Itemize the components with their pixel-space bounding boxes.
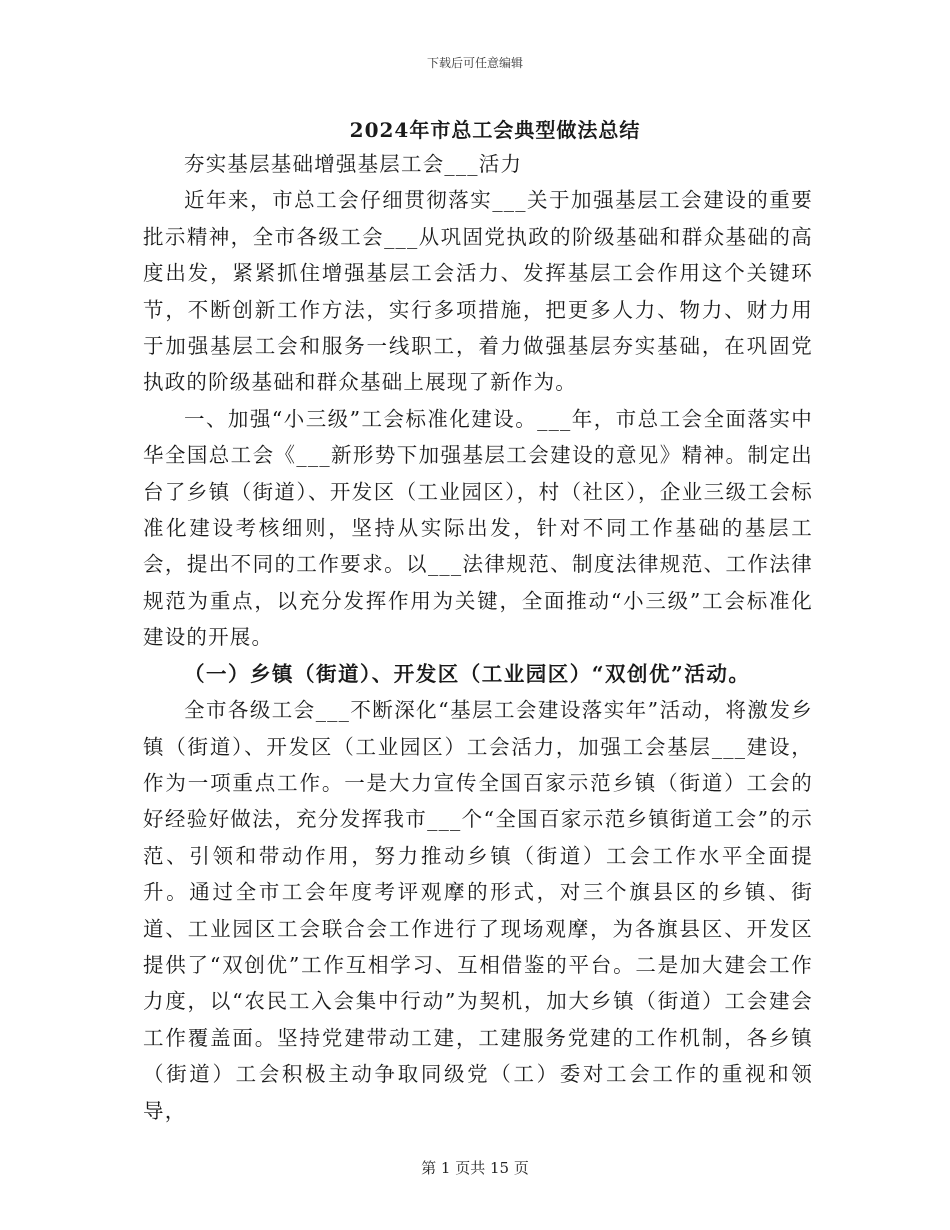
paragraph-section-body: 全市各级工会___不断深化“基层工会建设落实年”活动，将激发乡镇（街道）、开发区（工业园区）工会活力，加强工会基层___建设，作为一项重点工作。一是大力宣传全国百家示范乡镇（街道）工会的好经验好做法，充分发挥我市___个“全国百家示范乡镇街道工会”的示范、引领和带动作用，努力推动乡镇（街道）工会工作水平全面提升。通过全市工会年度考评观摩的形式，对三个旗县区的乡镇、街道、工业园区工会联合会工作进行了现场观摩，为各旗县区、开发区提供了“双创优”工作互相学习、互相借鉴的平台。二是加大建会工作力度，以“农民工入会集中行动”为契机，加大乡镇（街道）工会建会工作覆盖面。坚持党建带动工建，工建服务党建的工作机制，各乡镇（街道）工会积极主动争取同级党（工）委对工会工作的重视和领导， — [143, 698, 813, 1123]
document-subtitle: 夯实基层基础增强基层工会___活力 — [184, 152, 523, 176]
paragraph-intro: 近年来，市总工会仔细贯彻落实___关于加强基层工会建设的重要批示精神，全市各级工会___从巩固党执政的阶级基础和群众基础的高度出发，紧紧抓住增强基层工会活力、发挥基层工会作用这个关键环节，不断创新工作方法，实行多项措施，把更多人力、物力、财力用于加强基层工会和服务一线职工，着力做强基层夯实基础，在巩固党执政的阶级基础和群众基础上展现了新作为。 — [143, 188, 813, 395]
page-header-note: 下载后可任意编辑 — [426, 56, 523, 70]
paragraph-section-one: 一、加强“小三级”工会标准化建设。___年，市总工会全面落实中华全国总工会《___新形势下加强基层工会建设的意见》精神。制定出台了乡镇（街道）、开发区（工业园区），村（社区），企业三级工会标准化建设考核细则，坚持从实际出发，针对不同工作基础的基层工会，提出不同的工作要求。以___法律规范、制度法律规范、工作法律规范为重点，以充分发挥作用为关键，全面推动“小三级”工会标准化建设的开展。 — [143, 406, 813, 650]
document-body — [143, 146, 813, 1129]
page-indicator: 第 1 页共 15 页 — [421, 1159, 529, 1177]
section-heading: （一）乡镇（街道）、开发区（工业园区）“双创优”活动。 — [184, 661, 751, 686]
document-title: 2024年市总工会典型做法总结 — [349, 118, 641, 142]
